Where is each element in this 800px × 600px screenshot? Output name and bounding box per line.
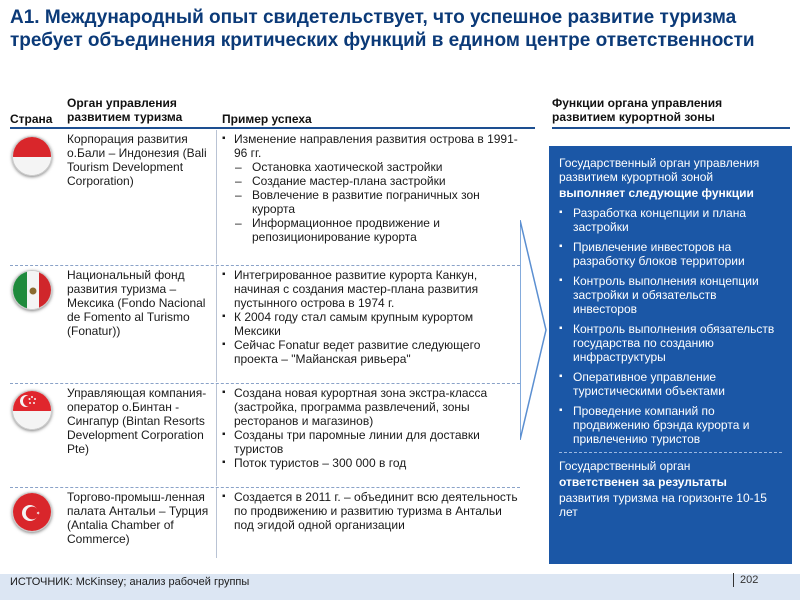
panel-divider: [559, 452, 782, 453]
org-name: Корпорация развития о.Бали – Индонезия (Bali Tourism Development Corporation): [67, 132, 207, 188]
page-number-divider: [733, 573, 734, 587]
panel-intro: Государственный орган управления развитием курортной зоной: [559, 156, 760, 184]
list-item: ▪ Контроль выполнения концепции застройки и обязательств инвесторов: [559, 274, 782, 316]
table-row: [10, 266, 520, 382]
table-row: [10, 130, 520, 264]
list-item: ▪ Интегрированное развитие курорта Канкун, начиная с создания мастер-плана развития пустынного острова в 1974 г.: [222, 268, 520, 310]
header-example: Пример успеха: [222, 112, 312, 126]
header-country: Страна: [10, 112, 53, 126]
panel-outro-bold: ответственен за результаты: [559, 475, 727, 489]
list-item: ▪ Разработка концепции и плана застройки: [559, 206, 782, 234]
functions-panel: [549, 146, 792, 564]
header-functions: Функции органа управления развитием курортной зоны: [552, 96, 723, 124]
list-item: ▪ Оперативное управление туристическими объектами: [559, 370, 782, 398]
list-item: – Создание мастер-плана застройки: [222, 174, 520, 188]
list-item: ▪ Контроль выполнения обязательств государства по созданию инфраструктуры: [559, 322, 782, 364]
column-divider: [216, 488, 217, 558]
header-organ: Орган управления развитием туризма: [67, 96, 183, 124]
list-item: ▪ Проведение компаний по продвижению брэнда курорта и привлечению туристов: [559, 404, 782, 446]
indonesia-flag-icon: [12, 136, 52, 176]
list-item: ▪ Сейчас Fonatur ведет развитие следующего проекта – "Майанская ривьера": [222, 338, 520, 366]
panel-outro: Государственный орган: [559, 459, 691, 473]
org-name: Национальный фонд развития туризма – Мексика (Fondo Nacional de Fomento al Turismo (Fonatur)): [67, 268, 206, 338]
panel-intro-bold: выполняет следующие функции: [559, 186, 754, 200]
list-item: ▪ Привлечение инвесторов на разработку блоков территории: [559, 240, 782, 268]
example-list: [222, 490, 520, 532]
list-item: ▪ Изменение направления развития острова в 1991-96 гг.: [222, 132, 520, 160]
org-name: Управляющая компания-оператор о.Бинтан - Сингапур (Bintan Resorts Development Corporation Pte): [67, 386, 207, 456]
example-list: [222, 132, 520, 244]
list-item: – Информационное продвижение и репозиционирование курорта: [222, 216, 520, 244]
source-note: ИСТОЧНИК: McKinsey; анализ рабочей группы: [10, 576, 250, 588]
page-number: 202: [740, 574, 759, 586]
example-list: [222, 386, 520, 470]
panel-outro-rest: развития туризма на горизонте 10-15 лет: [559, 491, 767, 519]
list-item: ▪ Создается в 2011 г. – объединит всю деятельность по продвижению и развитию туризма в Антальи под эгидой одной организации: [222, 490, 520, 532]
arrow-right-icon: [520, 220, 550, 440]
column-divider: [216, 384, 217, 486]
column-divider: [216, 130, 217, 264]
table-row: [10, 384, 520, 486]
list-item: ▪ К 2004 году стал самым крупным курортом Мексики: [222, 310, 520, 338]
table-row: [10, 488, 520, 570]
turkey-flag-icon: [12, 492, 52, 532]
column-divider: [216, 266, 217, 382]
header-rule-functions: [552, 127, 790, 129]
singapore-flag-icon: [12, 390, 52, 430]
org-name: Торгово-промыш-ленная палата Антальи – Турция (Antalia Chamber of Commerce): [67, 490, 209, 546]
example-list: [222, 268, 520, 366]
header-rule: [10, 127, 535, 129]
list-item: ▪ Созданы три паромные линии для доставки туристов: [222, 428, 520, 456]
list-item: – Вовлечение в развитие пограничных зон курорта: [222, 188, 520, 216]
list-item: ▪ Создана новая курортная зона экстра-класса (застройка, программа развлечений, зоны ресторанов и магазинов): [222, 386, 520, 428]
list-item: – Остановка хаотической застройки: [222, 160, 520, 174]
mexico-flag-icon: [12, 270, 52, 310]
list-item: ▪ Поток туристов – 300 000 в год: [222, 456, 520, 470]
page-title: А1. Международный опыт свидетельствует, что успешное развитие туризма требует объединения критических функций в едином центре ответственности: [10, 7, 755, 51]
